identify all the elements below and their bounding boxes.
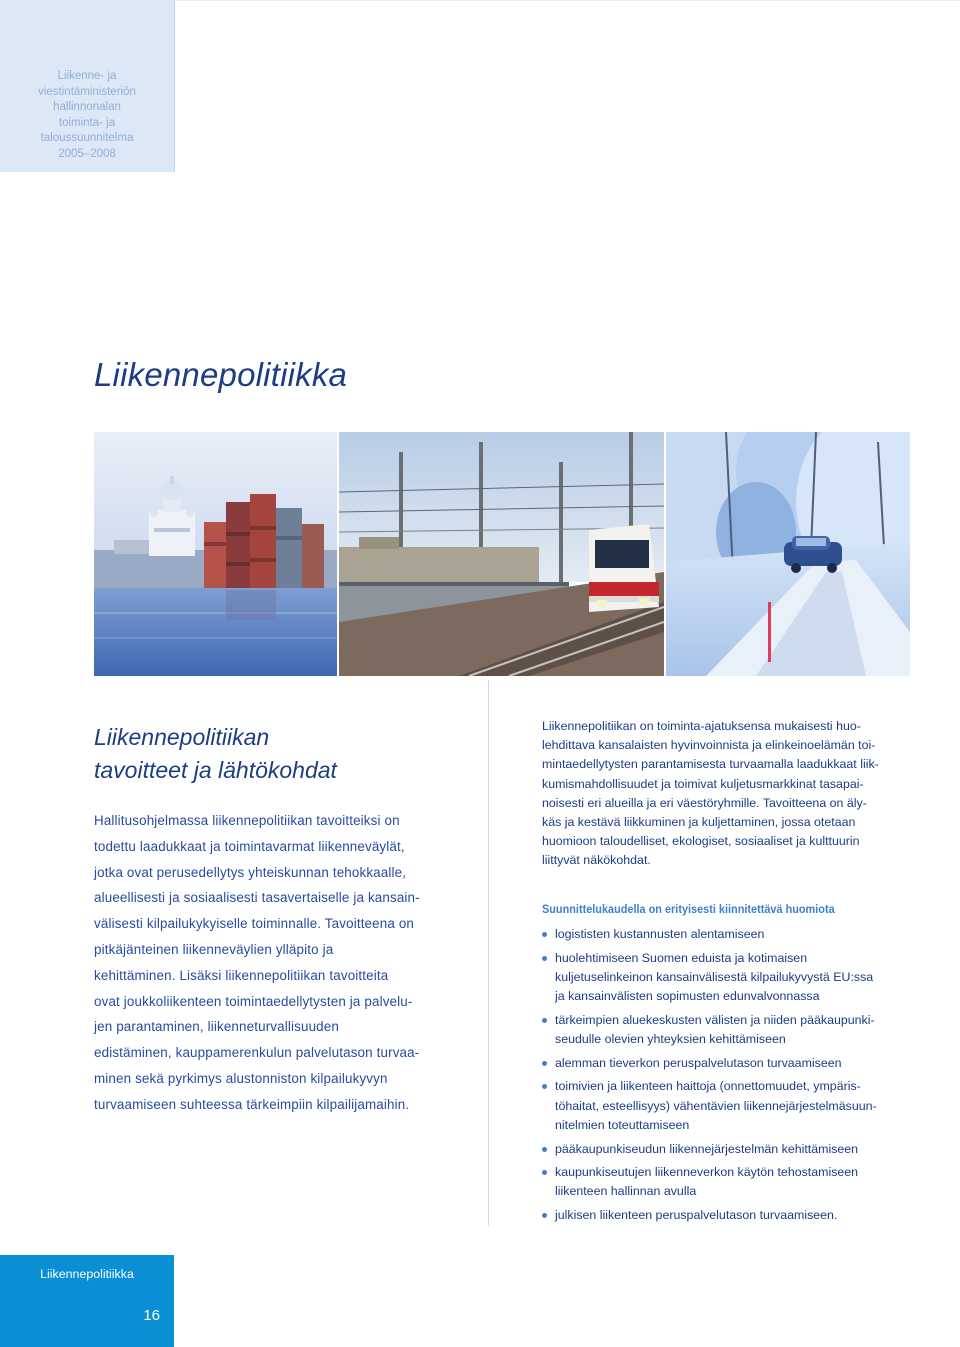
list-item-line: kuljetuselinkeinon kansainvälisestä kilpailukyvystä EU:ssa <box>555 969 874 984</box>
list-item <box>542 925 922 944</box>
intro-line: pitkäjänteinen liikenneväylien ylläpito ja <box>94 941 334 957</box>
list-item-line: tärkeimpien aluekeskusten välisten ja niiden pääkaupunki- <box>555 1012 875 1027</box>
mission-line: huomioon taloudelliset, ekologiset, sosiaaliset ja kulttuurin <box>542 834 860 849</box>
sidebar-line: 2005–2008 <box>58 147 116 160</box>
list-item-line: nitelmien toteuttamiseen <box>555 1117 690 1132</box>
intro-line: kehittäminen. Lisäksi liikennepolitiikan tavoitteita <box>94 967 389 983</box>
list-item-line: alemman tieverkon peruspalvelutason turvaamiseen <box>555 1055 842 1070</box>
winter-road-photo <box>666 432 910 676</box>
intro-line: välisesti kilpailukykyiselle toiminnalle. Tavoitteena on <box>94 916 415 932</box>
intro-line: todettu laadukkaat ja toimintavarmat liikenneväylät, <box>94 838 405 854</box>
mission-line: lehdittava kansalaisten hyvinvoinnista ja elinkeinoelämän toi- <box>542 738 876 753</box>
intro-line: minen sekä pyrkimys alustonniston kilpailukyvyn <box>94 1070 388 1086</box>
intro-paragraph <box>94 808 474 1118</box>
mission-paragraph <box>542 717 922 871</box>
sidebar-publication-title <box>0 69 174 162</box>
mission-line: mintaedellytysten parantamisesta turvaamalla laadukkaat liik- <box>542 757 879 772</box>
train-photo <box>339 432 664 676</box>
intro-line: Hallitusohjelmassa liikennepolitiikan tavoitteiksi on <box>94 813 400 828</box>
intro-line: edistäminen, kauppamerenkulun palvelutason turvaa- <box>94 1045 420 1061</box>
list-item-line: kaupunkiseutujen liikenneverkon käytön tehostamiseen <box>555 1165 859 1180</box>
section-heading <box>94 721 337 787</box>
list-item-line: huolehtimiseen Suomen eduista ja kotimaisen <box>555 950 808 965</box>
intro-line: jotka ovat perusedellytys yhteiskunnan tehokkaalle, <box>94 864 407 880</box>
list-item-line: toimivien ja liikenteen haittoja (onnettomuudet, ympäris- <box>555 1079 861 1094</box>
page-number: 16 <box>143 1307 160 1324</box>
list-item-line: logististen kustannusten alentamiseen <box>555 927 765 941</box>
intro-line: alueellisesti ja sosiaalisesti tasavertaiselle ja kansain- <box>94 890 420 906</box>
list-item <box>542 949 922 1007</box>
sidebar-line: Liikenne- ja <box>57 70 117 82</box>
list-item-line: julkisen liikenteen peruspalvelutason turvaamiseen. <box>555 1208 838 1223</box>
page-title: Liikennepolitiikka <box>94 356 348 393</box>
sidebar-line: toiminta- ja <box>58 116 116 129</box>
top-rule <box>175 0 960 1</box>
column-divider <box>488 680 489 1226</box>
footer-section-label: Liikennepolitiikka <box>40 1267 134 1281</box>
list-item-line: liikenteen hallinnan avulla <box>555 1184 697 1199</box>
mission-line: noisesti eri alueilla ja eri väestöryhmille. Tavoitteena on äly- <box>542 795 867 810</box>
priority-heading: Suunnittelukaudella on erityisesti kiinnitettävä huomiota <box>542 902 835 916</box>
section-heading-line: tavoitteet ja lähtökohdat <box>94 757 337 783</box>
mission-line: Liikennepolitiikan on toiminta-ajatuksensa mukaisesti huo- <box>542 719 861 733</box>
mission-line: liittyvät näkökohdat. <box>542 853 651 868</box>
harbor-photo <box>94 432 337 676</box>
list-item <box>542 1054 922 1073</box>
intro-line: turvaamiseen suhteessa tärkeimpiin kilpailijamaihin. <box>94 1096 410 1112</box>
intro-line: ovat joukkoliikenteen toimintaedellytysten ja palvelu- <box>94 993 413 1009</box>
list-item <box>542 1206 922 1225</box>
mission-line: käs ja kestävä liikkuminen ja kuljettaminen, jossa otetaan <box>542 815 856 830</box>
intro-line: jen parantaminen, liikenneturvallisuuden <box>94 1019 339 1035</box>
list-item <box>542 1011 922 1049</box>
list-item-line: ja kansainvälisten sopimusten edunvalvonnassa <box>555 989 820 1004</box>
list-item <box>542 1163 922 1201</box>
list-item-line: pääkaupunkiseudun liikennejärjestelmän kehittämiseen <box>555 1141 859 1156</box>
list-item-line: seudulle olevien yhteyksien kehittämiseen <box>555 1032 786 1047</box>
sidebar-line: taloussuunnitelma <box>40 132 134 144</box>
list-item <box>542 1140 922 1159</box>
list-item-line: töhaitat, esteellisyys) vähentävien liikennejärjestelmäsuun- <box>555 1098 877 1113</box>
sidebar-line: hallinnonalan <box>53 101 121 113</box>
mission-line: kumismahdollisuudet ja toimivat kuljetusmarkkinat tasapai- <box>542 776 864 791</box>
sidebar-line: viestintäministeriön <box>38 85 136 98</box>
section-heading-line: Liikennepolitiikan <box>94 724 270 750</box>
priority-list <box>542 925 922 1230</box>
list-item <box>542 1077 922 1135</box>
